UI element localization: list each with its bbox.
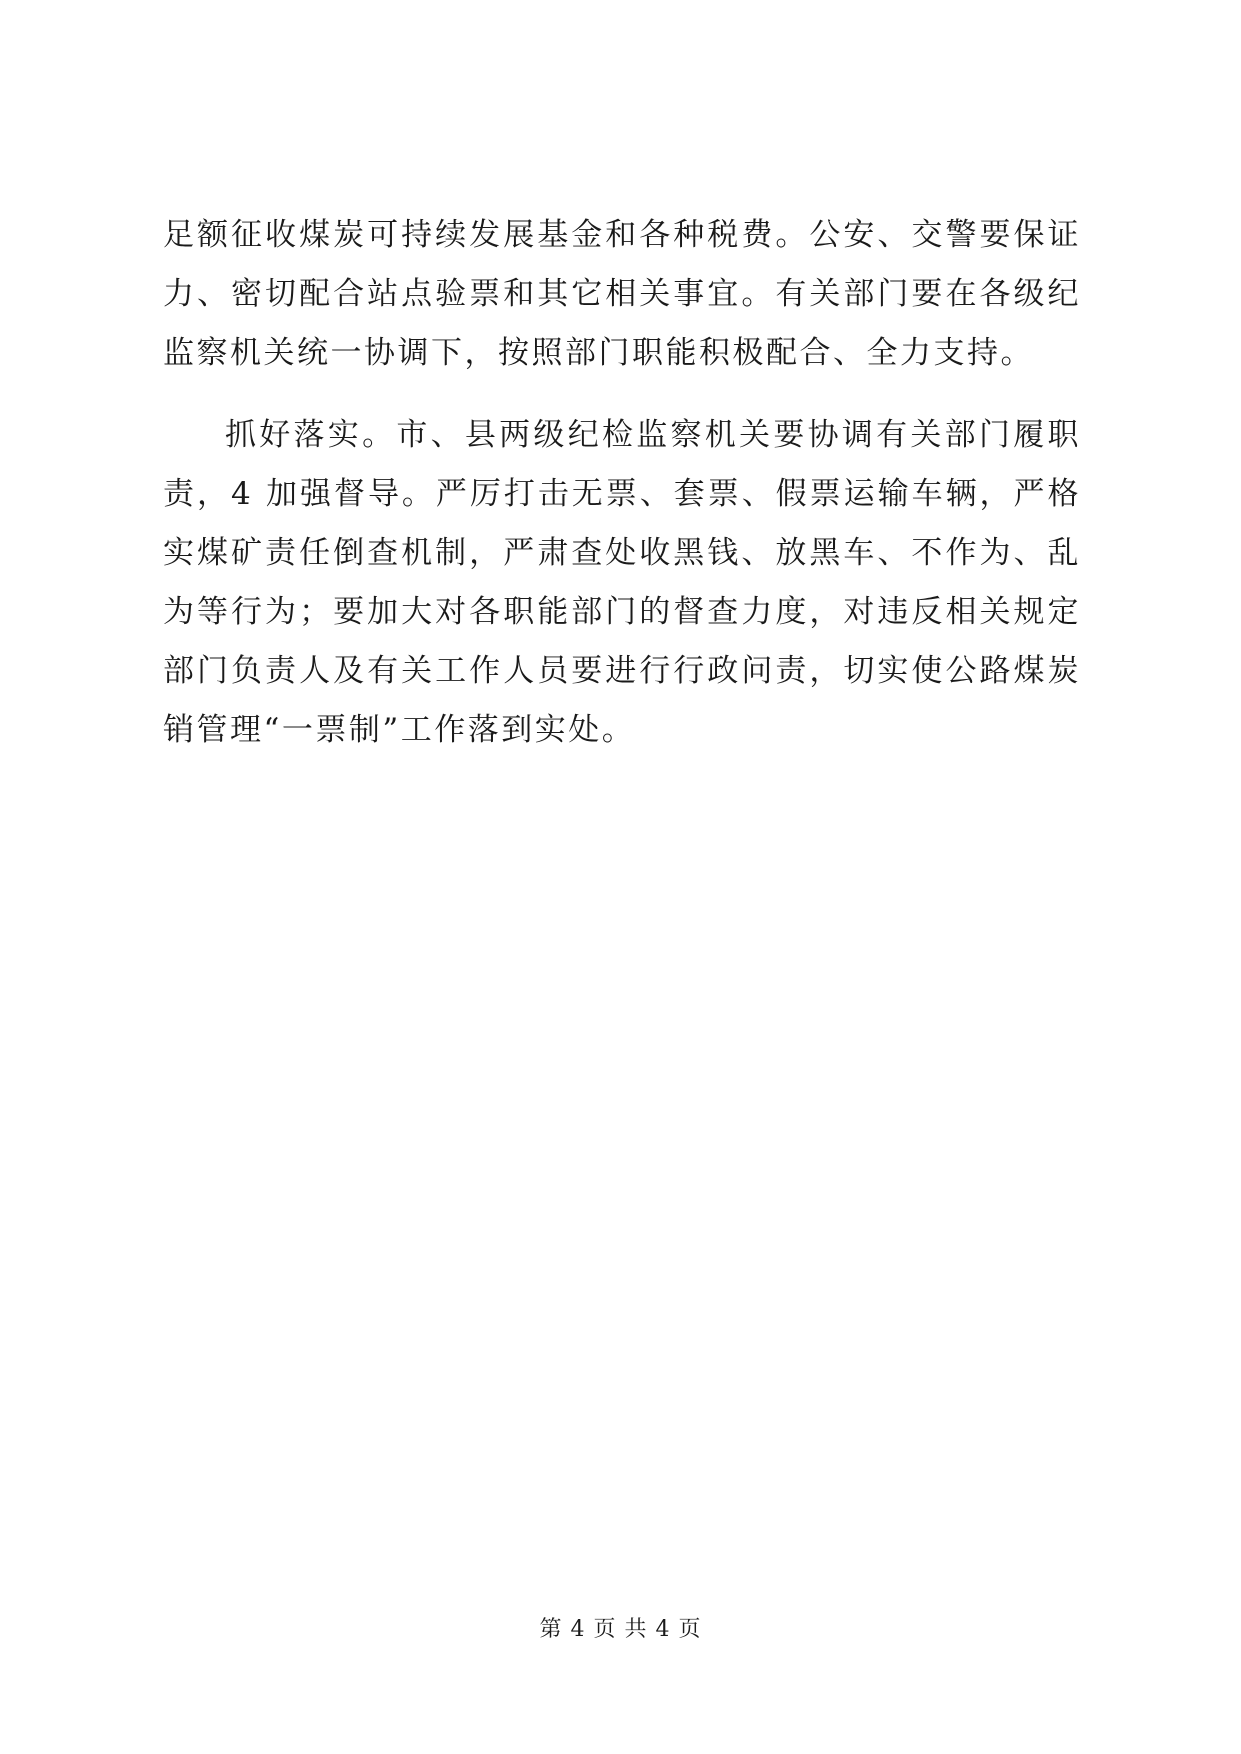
text-line: 抓好落实。市、县两级纪检监察机关要协调有关部门履职 — [225, 417, 1081, 453]
text-line: 责，4 加强督导。严厉打击无票、套票、假票运输车辆，严格 — [163, 476, 1081, 512]
paragraph-1 — [163, 206, 1081, 383]
text-line: 实煤矿责任倒查机制，严肃查处收黑钱、放黑车、不作为、乱 — [163, 535, 1081, 571]
text-line: 为等行为；要加大对各职能部门的督查力度，对违反相关规定 — [163, 594, 1081, 630]
text-line: 部门负责人及有关工作人员要进行行政问责，切实使公路煤炭 — [163, 653, 1081, 689]
paragraph-2 — [163, 406, 1081, 760]
text-line: 销管理“一票制”工作落到实处。 — [163, 712, 636, 748]
text-line: 监察机关统一协调下，按照部门职能积极配合、全力支持。 — [163, 335, 1034, 371]
text-line: 力、密切配合站点验票和其它相关事宜。有关部门要在各级纪 — [163, 276, 1081, 312]
document-body — [163, 206, 1081, 760]
paragraph-spacer — [163, 383, 1081, 406]
page-number-footer: 第 4 页 共 4 页 — [539, 1617, 702, 1642]
text-line: 足额征收煤炭可持续发展基金和各种税费。公安、交警要保证 — [163, 217, 1081, 253]
